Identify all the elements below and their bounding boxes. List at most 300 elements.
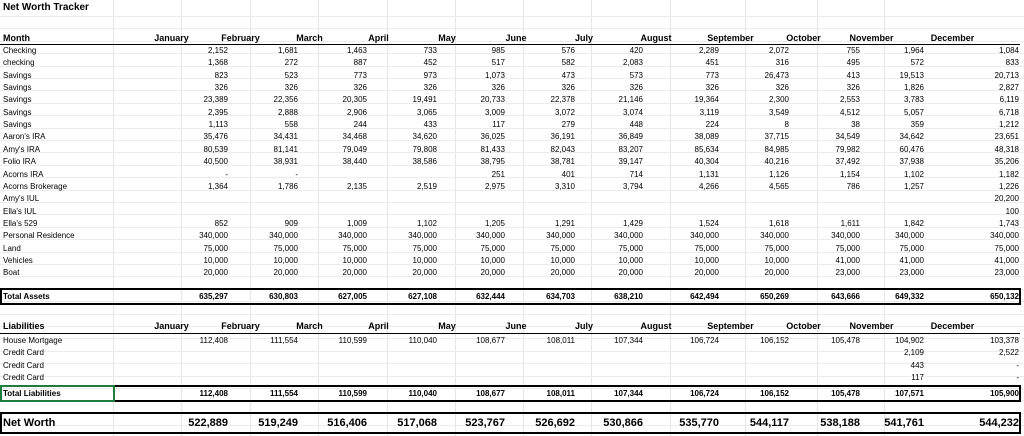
row-label-cell[interactable]: Folio IRA [3,157,36,166]
value-cell[interactable]: 279 [561,120,575,129]
row-label-cell[interactable]: Checking [3,46,37,55]
value-cell[interactable]: 1,826 [903,83,924,92]
value-cell[interactable]: 40,216 [764,157,789,166]
value-cell[interactable]: 4,266 [698,182,719,191]
value-cell[interactable]: 1,611 [840,219,860,228]
value-cell[interactable]: 75,000 [342,244,367,253]
value-cell[interactable]: 75,000 [412,244,437,253]
sheet-title[interactable]: Net Worth Tracker [3,2,89,13]
row-label-cell[interactable]: Savings [3,95,32,104]
value-cell[interactable]: 82,043 [550,145,575,154]
value-cell[interactable]: 1,964 [903,46,924,55]
value-cell[interactable]: 108,677 [476,389,505,398]
value-cell[interactable]: 572 [910,58,924,67]
value-cell[interactable]: 1,681 [277,46,298,55]
value-cell[interactable]: 2,395 [207,108,228,117]
value-cell[interactable]: 75,000 [618,244,643,253]
value-cell[interactable]: 340,000 [690,231,719,240]
value-cell[interactable]: 852 [214,219,228,228]
value-cell[interactable]: 433 [423,120,437,129]
value-cell[interactable]: 10,000 [694,256,719,265]
row-label-cell[interactable]: Vehicles [3,256,33,265]
month-header-cell[interactable]: August [640,33,672,43]
month-header-cell[interactable]: May [438,321,456,331]
value-cell[interactable]: - [1016,373,1019,382]
value-cell[interactable]: 523,767 [465,417,505,429]
value-cell[interactable]: 558 [284,120,298,129]
value-cell[interactable]: 104,902 [895,336,924,345]
value-cell[interactable]: 10,000 [203,256,228,265]
value-cell[interactable]: 452 [423,58,437,67]
value-cell[interactable]: 84,985 [764,145,789,154]
value-cell[interactable]: 1,226 [998,182,1019,191]
value-cell[interactable]: 340,000 [990,231,1019,240]
value-cell[interactable]: 2,906 [346,108,367,117]
value-cell[interactable]: 1,009 [346,219,367,228]
value-cell[interactable]: 22,356 [273,95,298,104]
value-cell[interactable]: 38,089 [694,132,719,141]
month-header-cell[interactable]: June [505,33,527,43]
value-cell[interactable]: 83,207 [618,145,643,154]
value-cell[interactable]: 448 [629,120,643,129]
value-cell[interactable]: 1,182 [998,170,1019,179]
value-cell[interactable]: 38,931 [273,157,298,166]
value-cell[interactable]: 755 [846,46,860,55]
row-label-cell[interactable]: Credit Card [3,373,44,382]
value-cell[interactable]: 106,724 [690,336,719,345]
value-cell[interactable]: 451 [705,58,719,67]
row-label-cell[interactable]: Amy's IRA [3,145,41,154]
value-cell[interactable]: 544,117 [749,417,789,429]
value-cell[interactable]: 75,000 [550,244,575,253]
value-cell[interactable]: 573 [629,71,643,80]
value-cell[interactable]: 887 [353,58,367,67]
value-cell[interactable]: 100 [1005,207,1019,216]
value-cell[interactable]: 40,304 [694,157,719,166]
value-cell[interactable]: 272 [284,58,298,67]
value-cell[interactable]: 41,000 [899,256,924,265]
month-header-cell[interactable]: August [640,321,672,331]
value-cell[interactable]: 19,513 [899,71,924,80]
value-cell[interactable]: 75,000 [764,244,789,253]
month-header-cell[interactable]: April [368,321,389,331]
month-header-cell[interactable]: March [296,321,323,331]
value-cell[interactable]: 23,000 [994,268,1019,277]
value-cell[interactable]: 106,152 [760,389,789,398]
value-cell[interactable]: 21,146 [618,95,643,104]
value-cell[interactable]: 3,119 [699,108,719,117]
row-label-cell[interactable]: Land [3,244,21,253]
value-cell[interactable]: 517,068 [397,417,437,429]
value-cell[interactable]: 516,406 [327,417,367,429]
value-cell[interactable]: 1,084 [998,46,1019,55]
header-label-cell[interactable]: Month [3,33,30,43]
value-cell[interactable]: 326 [214,83,228,92]
value-cell[interactable]: 1,126 [768,170,789,179]
value-cell[interactable]: 36,191 [550,132,575,141]
value-cell[interactable]: 110,599 [338,336,367,345]
value-cell[interactable]: 340,000 [895,231,924,240]
month-header-cell[interactable]: June [505,321,527,331]
value-cell[interactable]: 75,000 [203,244,228,253]
value-cell[interactable]: 340,000 [338,231,367,240]
value-cell[interactable]: 1,154 [839,170,860,179]
month-header-cell[interactable]: October [786,33,821,43]
value-cell[interactable]: 20,000 [412,268,437,277]
value-cell[interactable]: 535,770 [679,417,719,429]
value-cell[interactable]: 37,492 [835,157,860,166]
row-label-cell[interactable]: Amy's IUL [3,194,40,203]
value-cell[interactable]: - [1016,361,1019,370]
value-cell[interactable]: 523 [284,71,298,80]
value-cell[interactable]: 20,200 [994,194,1019,203]
month-header-cell[interactable]: February [221,321,260,331]
value-cell[interactable]: 340,000 [408,231,437,240]
value-cell[interactable]: 823 [214,71,228,80]
value-cell[interactable]: 20,000 [618,268,643,277]
value-cell[interactable]: 35,206 [994,157,1019,166]
value-cell[interactable]: 34,431 [273,132,298,141]
value-cell[interactable]: 117 [492,120,505,129]
value-cell[interactable]: 443 [910,361,924,370]
value-cell[interactable]: 108,677 [476,336,505,345]
value-cell[interactable]: 80,539 [203,145,228,154]
value-cell[interactable]: 40,500 [203,157,228,166]
value-cell[interactable]: 10,000 [412,256,437,265]
month-header-cell[interactable]: November [849,33,894,43]
value-cell[interactable]: 635,297 [199,292,228,301]
value-cell[interactable]: 75,000 [994,244,1019,253]
value-cell[interactable]: 34,468 [342,132,367,141]
value-cell[interactable]: 20,000 [203,268,228,277]
value-cell[interactable]: 2,827 [998,83,1019,92]
value-cell[interactable]: 733 [423,46,437,55]
value-cell[interactable]: - [225,170,228,179]
value-cell[interactable]: 244 [353,120,367,129]
value-cell[interactable]: 38,795 [480,157,505,166]
value-cell[interactable]: 773 [705,71,719,80]
value-cell[interactable]: 22,378 [550,95,575,104]
value-cell[interactable]: 985 [491,46,505,55]
value-cell[interactable]: 6,119 [999,95,1019,104]
row-label-cell[interactable]: Net Worth [3,417,56,429]
value-cell[interactable]: 19,491 [412,95,437,104]
value-cell[interactable]: 2,135 [346,182,367,191]
value-cell[interactable]: 117 [911,373,924,382]
value-cell[interactable]: 34,642 [899,132,924,141]
value-cell[interactable]: 19,364 [694,95,719,104]
value-cell[interactable]: 81,141 [273,145,298,154]
value-cell[interactable]: 20,000 [694,268,719,277]
value-cell[interactable]: 107,344 [614,336,643,345]
value-cell[interactable]: 48,318 [994,145,1019,154]
month-header-cell[interactable]: October [786,321,821,331]
value-cell[interactable]: 326 [629,83,643,92]
value-cell[interactable]: 650,269 [760,292,789,301]
value-cell[interactable]: 582 [561,58,575,67]
value-cell[interactable]: 38,586 [412,157,437,166]
value-cell[interactable]: 833 [1005,58,1019,67]
row-label-cell[interactable]: Aaron's IRA [3,132,46,141]
value-cell[interactable]: 1,463 [346,46,367,55]
value-cell[interactable]: 1,618 [768,219,789,228]
value-cell[interactable]: 75,000 [899,244,924,253]
value-cell[interactable]: 79,808 [412,145,437,154]
month-header-cell[interactable]: September [707,321,754,331]
row-label-cell[interactable]: Savings [3,83,32,92]
value-cell[interactable]: 41,000 [994,256,1019,265]
value-cell[interactable]: 544,232 [979,417,1019,429]
month-header-cell[interactable]: November [849,321,894,331]
value-cell[interactable]: 326 [846,83,860,92]
row-label-cell[interactable]: Acorns IRA [3,170,44,179]
value-cell[interactable]: 2,522 [998,348,1019,357]
value-cell[interactable]: 541,761 [884,417,924,429]
value-cell[interactable]: 413 [846,71,860,80]
value-cell[interactable]: 41,000 [835,256,860,265]
value-cell[interactable]: 37,715 [764,132,789,141]
value-cell[interactable]: 75,000 [480,244,505,253]
value-cell[interactable]: 107,571 [895,389,924,398]
value-cell[interactable]: 10,000 [273,256,298,265]
selected-cell-highlight[interactable] [0,385,115,402]
value-cell[interactable]: 6,718 [998,108,1019,117]
value-cell[interactable]: 519,249 [258,417,298,429]
value-cell[interactable]: 340,000 [831,231,860,240]
value-cell[interactable]: 20,713 [994,71,1019,80]
value-cell[interactable]: 495 [846,58,860,67]
value-cell[interactable]: 2,300 [768,95,789,104]
row-label-cell[interactable]: Ella's IUL [3,207,37,216]
row-label-cell[interactable]: Credit Card [3,361,44,370]
value-cell[interactable]: 517 [491,58,505,67]
value-cell[interactable]: 111,554 [270,336,298,345]
value-cell[interactable]: 1,291 [554,219,575,228]
value-cell[interactable]: 38 [851,120,860,129]
value-cell[interactable]: 3,549 [768,108,789,117]
value-cell[interactable]: 326 [561,83,575,92]
value-cell[interactable]: 714 [629,170,643,179]
value-cell[interactable]: 20,000 [550,268,575,277]
value-cell[interactable]: 1,842 [903,219,924,228]
value-cell[interactable]: 103,378 [990,336,1019,345]
value-cell[interactable]: 39,147 [618,157,643,166]
value-cell[interactable]: 34,620 [412,132,437,141]
value-cell[interactable]: 75,000 [273,244,298,253]
value-cell[interactable]: 23,000 [835,268,860,277]
value-cell[interactable]: 2,888 [277,108,298,117]
value-cell[interactable]: 75,000 [694,244,719,253]
value-cell[interactable]: 1,205 [484,219,505,228]
value-cell[interactable]: 85,634 [694,145,719,154]
value-cell[interactable]: 326 [423,83,437,92]
value-cell[interactable]: 3,009 [484,108,505,117]
month-header-cell[interactable]: April [368,33,389,43]
value-cell[interactable]: 20,000 [342,268,367,277]
value-cell[interactable]: 649,332 [895,292,924,301]
row-label-cell[interactable]: Acorns Brokerage [3,182,68,191]
month-header-cell[interactable]: January [154,321,189,331]
value-cell[interactable]: 340,000 [269,231,298,240]
value-cell[interactable]: 110,599 [338,389,367,398]
value-cell[interactable]: 8 [784,120,789,129]
value-cell[interactable]: 1,131 [698,170,719,179]
value-cell[interactable]: 2,519 [416,182,437,191]
value-cell[interactable]: 112,408 [199,336,228,345]
value-cell[interactable]: 326 [284,83,298,92]
value-cell[interactable]: 627,108 [408,292,437,301]
row-label-cell[interactable]: Total Liabilities [3,389,61,398]
value-cell[interactable]: 20,305 [342,95,367,104]
value-cell[interactable]: 473 [561,71,575,80]
value-cell[interactable]: 23,389 [203,95,228,104]
value-cell[interactable]: 909 [284,219,298,228]
value-cell[interactable]: 643,666 [831,292,860,301]
value-cell[interactable]: 526,692 [535,417,575,429]
value-cell[interactable]: 2,289 [698,46,719,55]
value-cell[interactable]: 75,000 [835,244,860,253]
row-label-cell[interactable]: Boat [3,268,20,277]
value-cell[interactable]: 634,703 [546,292,575,301]
row-label-cell[interactable]: Credit Card [3,348,44,357]
month-header-cell[interactable]: July [574,321,593,331]
month-header-cell[interactable]: December [930,33,975,43]
value-cell[interactable]: 110,040 [408,389,437,398]
value-cell[interactable]: 38,781 [550,157,575,166]
value-cell[interactable]: 3,783 [903,95,924,104]
row-label-cell[interactable]: checking [3,58,35,67]
row-label-cell[interactable]: House Mortgage [3,336,63,345]
value-cell[interactable]: 10,000 [550,256,575,265]
value-cell[interactable]: 106,724 [690,389,719,398]
value-cell[interactable]: 4,512 [839,108,860,117]
value-cell[interactable]: 10,000 [764,256,789,265]
value-cell[interactable]: 2,975 [484,182,505,191]
value-cell[interactable]: 108,011 [546,336,575,345]
value-cell[interactable]: 20,000 [273,268,298,277]
month-header-cell[interactable]: February [221,33,260,43]
value-cell[interactable]: 326 [353,83,367,92]
value-cell[interactable]: 4,565 [768,182,789,191]
value-cell[interactable]: 111,554 [269,389,298,398]
value-cell[interactable]: 38,440 [342,157,367,166]
month-header-cell[interactable]: December [930,321,975,331]
value-cell[interactable]: 3,310 [554,182,575,191]
value-cell[interactable]: 1,786 [277,182,298,191]
value-cell[interactable]: 538,188 [820,417,860,429]
value-cell[interactable]: 36,849 [618,132,643,141]
value-cell[interactable]: 26,473 [764,71,789,80]
value-cell[interactable]: 522,889 [188,417,228,429]
value-cell[interactable]: 23,000 [899,268,924,277]
value-cell[interactable]: 108,011 [546,389,575,398]
value-cell[interactable]: 106,152 [760,336,789,345]
value-cell[interactable]: 340,000 [476,231,505,240]
value-cell[interactable]: 3,794 [622,182,643,191]
value-cell[interactable]: 37,938 [899,157,924,166]
value-cell[interactable]: 326 [775,83,789,92]
value-cell[interactable]: 630,803 [269,292,298,301]
value-cell[interactable]: 530,866 [603,417,643,429]
value-cell[interactable]: 638,210 [614,292,643,301]
value-cell[interactable]: 340,000 [760,231,789,240]
value-cell[interactable]: 340,000 [199,231,228,240]
value-cell[interactable]: 3,065 [416,108,437,117]
value-cell[interactable]: 401 [561,170,575,179]
value-cell[interactable]: 2,083 [622,58,643,67]
value-cell[interactable]: 1,102 [903,170,924,179]
value-cell[interactable]: 112,408 [199,389,228,398]
value-cell[interactable]: 2,072 [768,46,789,55]
value-cell[interactable]: 2,109 [903,348,924,357]
value-cell[interactable]: 79,982 [835,145,860,154]
value-cell[interactable]: 3,074 [622,108,643,117]
month-header-cell[interactable]: January [154,33,189,43]
value-cell[interactable]: 1,212 [998,120,1019,129]
row-label-cell[interactable]: Savings [3,71,32,80]
value-cell[interactable]: 316 [775,58,789,67]
value-cell[interactable]: 1,743 [998,219,1019,228]
value-cell[interactable]: 1,524 [698,219,719,228]
row-label-cell[interactable]: Personal Residence [3,231,75,240]
month-header-cell[interactable]: March [296,33,323,43]
value-cell[interactable]: 34,549 [835,132,860,141]
value-cell[interactable]: 326 [705,83,719,92]
value-cell[interactable]: 105,478 [831,389,860,398]
value-cell[interactable]: 224 [705,120,719,129]
value-cell[interactable]: 110,040 [408,336,437,345]
value-cell[interactable]: 20,733 [480,95,505,104]
value-cell[interactable]: 60,476 [899,145,924,154]
value-cell[interactable]: 340,000 [546,231,575,240]
value-cell[interactable]: 786 [846,182,860,191]
row-label-cell[interactable]: Savings [3,120,32,129]
value-cell[interactable]: 642,494 [690,292,719,301]
value-cell[interactable]: 23,651 [994,132,1019,141]
value-cell[interactable]: 1,429 [622,219,643,228]
value-cell[interactable]: 1,073 [484,71,505,80]
value-cell[interactable]: 340,000 [614,231,643,240]
value-cell[interactable]: 20,000 [480,268,505,277]
value-cell[interactable]: 35,476 [203,132,228,141]
value-cell[interactable]: 632,444 [476,292,505,301]
month-header-cell[interactable]: September [707,33,754,43]
value-cell[interactable]: 1,364 [207,182,228,191]
value-cell[interactable]: 20,000 [764,268,789,277]
value-cell[interactable]: 627,005 [338,292,367,301]
value-cell[interactable]: 105,478 [831,336,860,345]
value-cell[interactable]: 251 [491,170,505,179]
value-cell[interactable]: 773 [353,71,367,80]
header-label-cell[interactable]: Liabilities [3,321,45,331]
row-label-cell[interactable]: Total Assets [3,292,50,301]
value-cell[interactable]: 2,152 [207,46,228,55]
value-cell[interactable]: 107,344 [614,389,643,398]
value-cell[interactable]: 10,000 [480,256,505,265]
value-cell[interactable]: 10,000 [618,256,643,265]
month-header-cell[interactable]: May [438,33,456,43]
value-cell[interactable]: 5,057 [903,108,924,117]
value-cell[interactable]: 2,553 [839,95,860,104]
value-cell[interactable]: 36,025 [480,132,505,141]
value-cell[interactable]: 420 [629,46,643,55]
row-label-cell[interactable]: Savings [3,108,32,117]
value-cell[interactable]: - [295,170,298,179]
value-cell[interactable]: 10,000 [342,256,367,265]
value-cell[interactable]: 105,900 [990,389,1019,398]
value-cell[interactable]: 1,368 [207,58,228,67]
value-cell[interactable]: 1,113 [208,120,228,129]
